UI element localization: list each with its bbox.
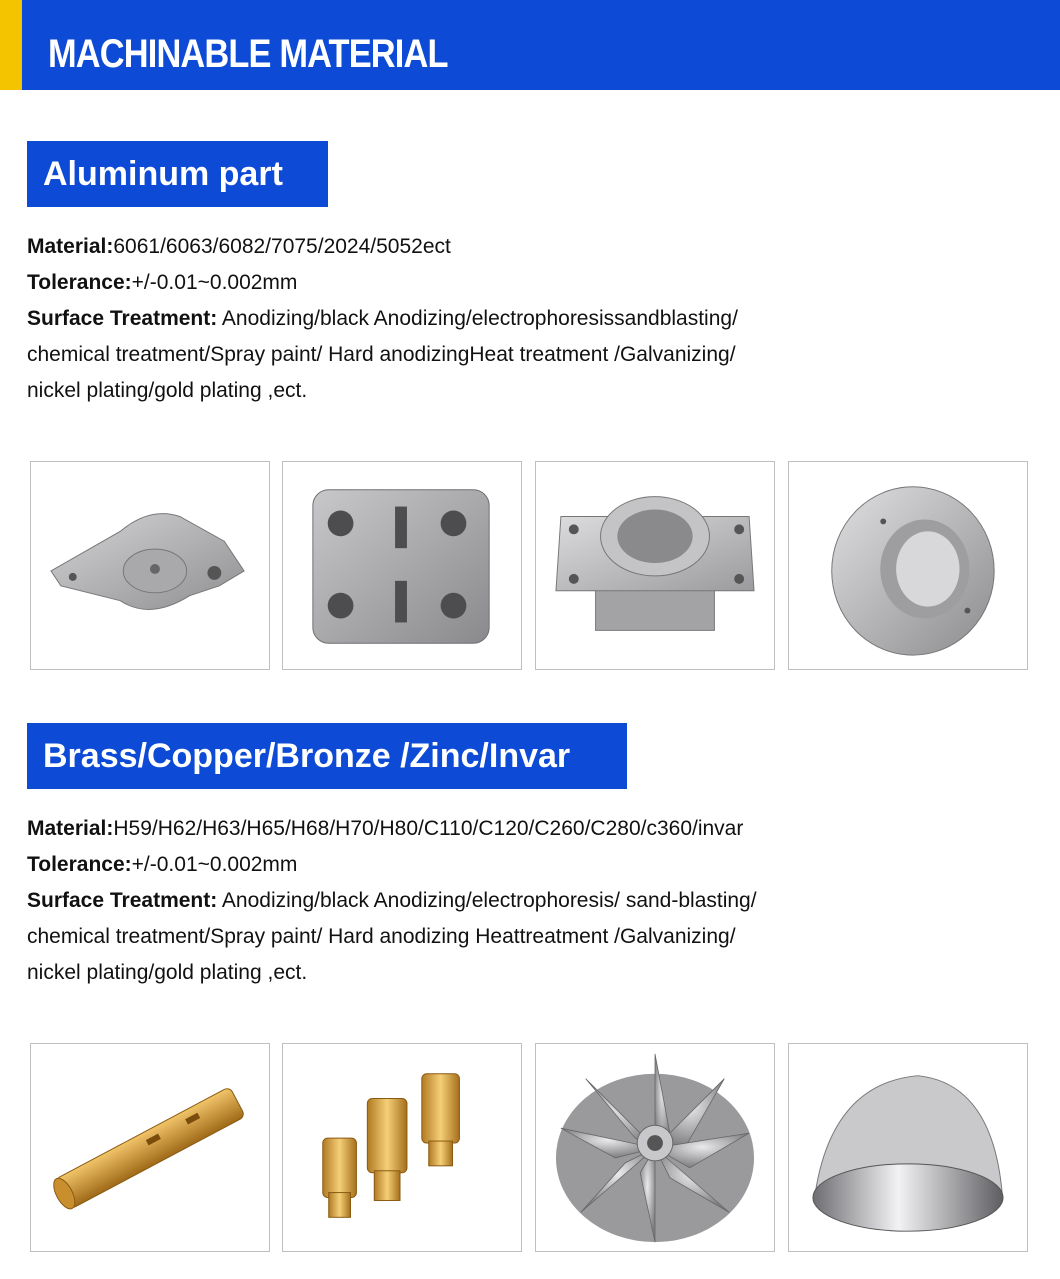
banner-accent-bar	[0, 0, 22, 90]
reflector-dome-photo	[788, 1043, 1028, 1252]
aluminum-bracket-photo	[30, 461, 270, 670]
tolerance-line: Tolerance:+/-0.01~0.002mm	[27, 853, 298, 876]
material-line: Material:H59/H62/H63/H65/H68/H70/H80/C110/C120/C260/C280/c360/invar	[27, 817, 744, 840]
page-banner	[0, 0, 1060, 90]
surface-line-3: nickel plating/gold plating ,ect.	[27, 379, 308, 402]
brass-fittings-photo	[282, 1043, 522, 1252]
aluminum-flange-photo	[535, 461, 775, 670]
section-label-aluminum: Aluminum part	[27, 141, 328, 207]
brass-tube-photo	[30, 1043, 270, 1252]
surface-line-2: chemical treatment/Spray paint/ Hard anodizingHeat treatment /Galvanizing/	[27, 343, 736, 366]
surface-line: Surface Treatment: Anodizing/black Anodizing/electrophoresissandblasting/	[27, 307, 738, 330]
material-line: Material:6061/6063/6082/7075/2024/5052ect	[27, 235, 451, 258]
brass-specs	[27, 811, 1037, 991]
surface-line-2: chemical treatment/Spray paint/ Hard anodizing Heattreatment /Galvanizing/	[27, 925, 736, 948]
surface-line: Surface Treatment: Anodizing/black Anodizing/electrophoresis/ sand-blasting/	[27, 889, 757, 912]
aluminum-specs	[27, 229, 1037, 409]
tolerance-line: Tolerance:+/-0.01~0.002mm	[27, 271, 298, 294]
impeller-photo	[535, 1043, 775, 1252]
section-label-brass: Brass/Copper/Bronze /Zinc/Invar	[27, 723, 627, 789]
aluminum-plate-photo	[282, 461, 522, 670]
aluminum-ring-photo	[788, 461, 1028, 670]
surface-line-3: nickel plating/gold plating ,ect.	[27, 961, 308, 984]
banner-title: MACHINABLE MATERIAL	[48, 32, 448, 76]
